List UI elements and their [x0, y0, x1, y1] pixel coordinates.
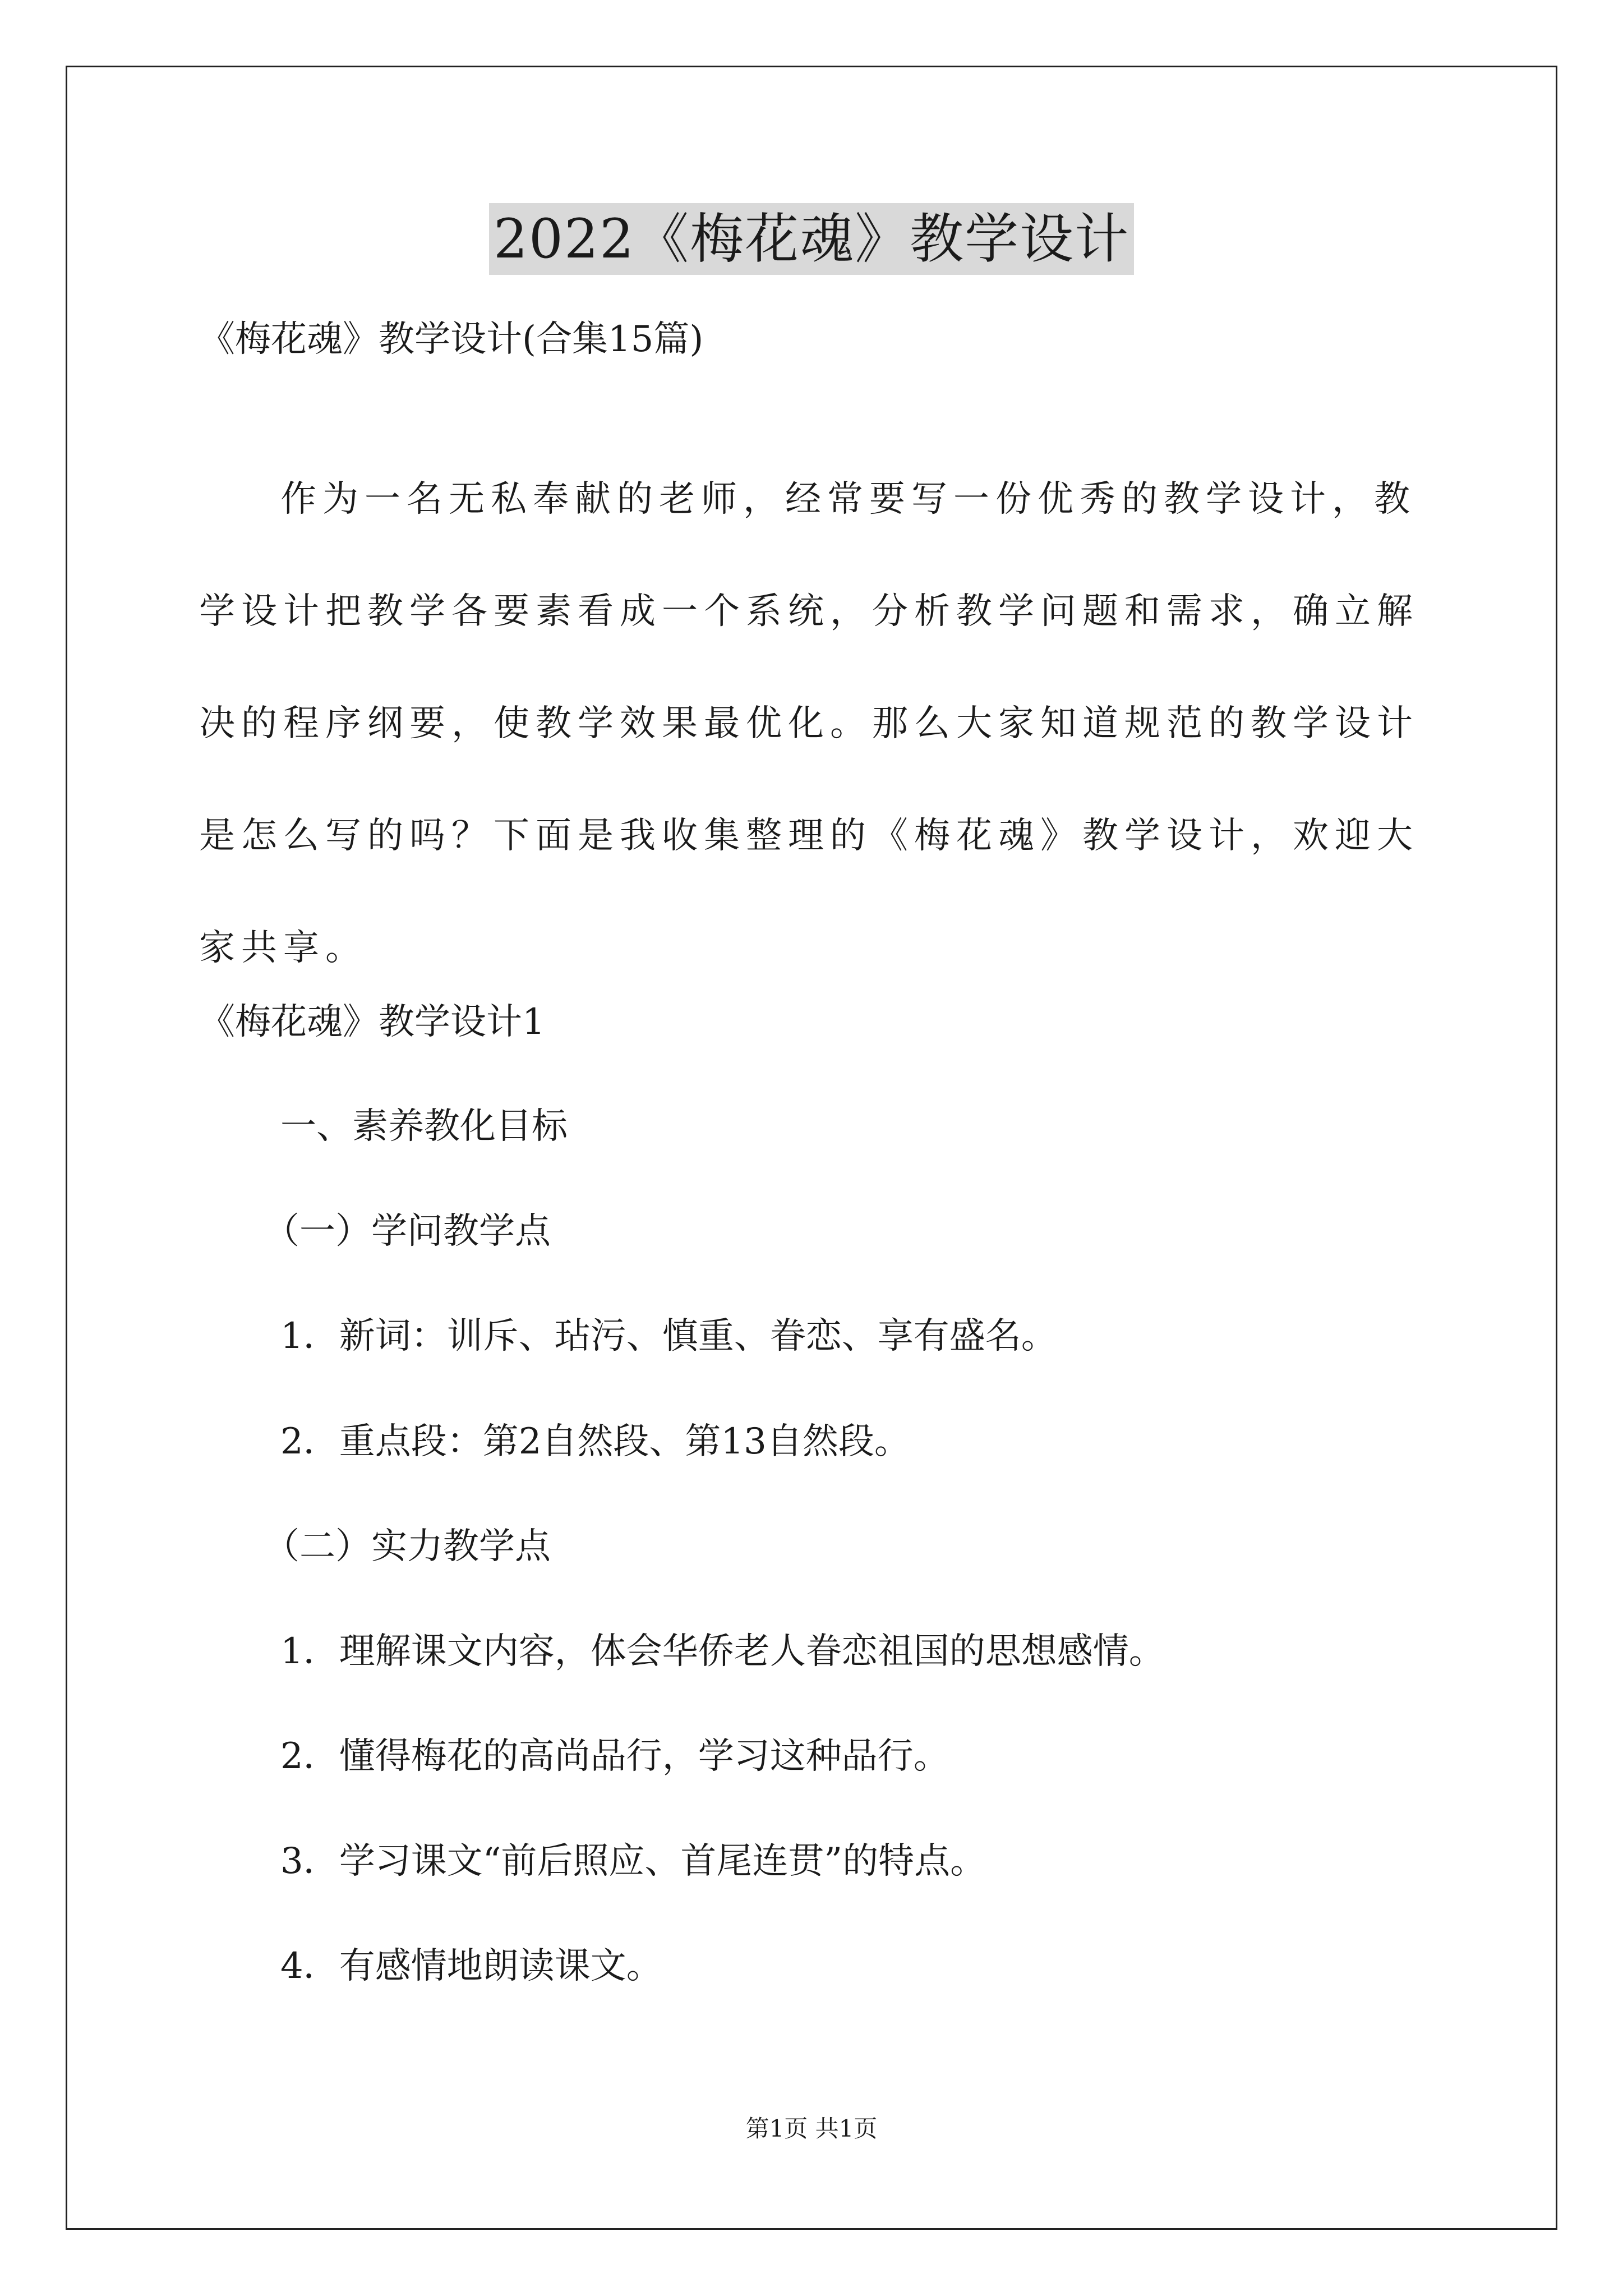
list-item: 2．重点段：第2自然段、第13自然段。 [280, 1421, 910, 1462]
list-item: 3．学习课文“前后照应、首尾连贯”的特点。 [280, 1841, 986, 1882]
document-title-block [0, 203, 1623, 275]
intro-paragraph: 作为一名无私奉献的老师，经常要写一份优秀的教学设计，教学设计把教学各要素看成一个系统，分析教学问题和需求，确立解决的程序纲要，使教学效果最优化。那么大家知道规范的教学设计是怎么写的吗？下面是我收集整理的《梅花魂》教学设计，欢迎大家共享。 [199, 478, 1419, 969]
list-item: 1．理解课文内容，体会华侨老人眷恋祖国的思想感情。 [280, 1631, 1165, 1672]
goals-heading: 一、素养教化目标 [280, 1106, 568, 1147]
ability-heading: （二）实力教学点 [264, 1526, 551, 1567]
list-item: 4．有感情地朗读课文。 [280, 1945, 662, 1987]
list-item: 2．懂得梅花的高尚品行，学习这种品行。 [280, 1736, 949, 1777]
section-heading: 《梅花魂》教学设计1 [199, 1001, 545, 1043]
knowledge-heading: （一）学问教学点 [264, 1211, 551, 1252]
document-title: 2022《梅花魂》教学设计 [489, 203, 1134, 275]
list-item: 1．新词：训斥、玷污、慎重、眷恋、享有盛名。 [280, 1315, 1057, 1357]
page-footer: 第1页 共1页 [745, 2115, 878, 2142]
document-subtitle: 《梅花魂》教学设计(合集15篇) [199, 319, 704, 360]
